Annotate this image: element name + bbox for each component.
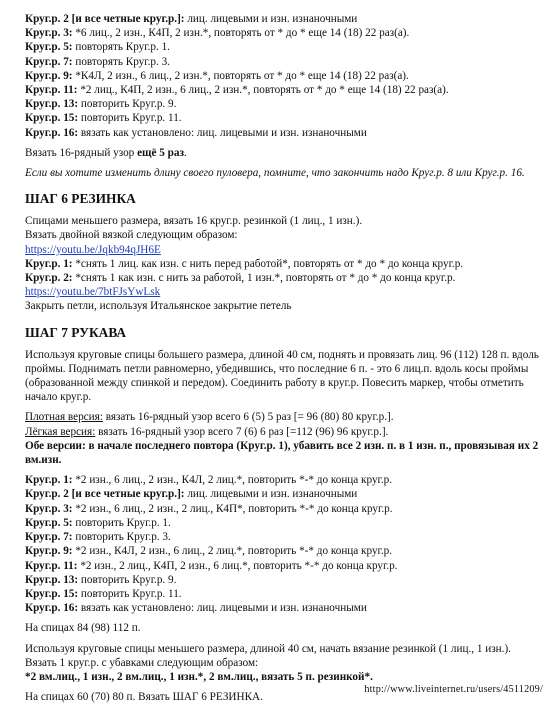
version-text: вязать 16-рядный узор всего 6 (5) 5 раз [= 96 (80) 80 круг.р.].	[102, 411, 394, 424]
round-label: Круг.р. 16:	[25, 126, 79, 139]
sleeve-round-15-line	[25, 587, 540, 601]
round-text: вязать как установлено: лиц. лицевыми и изн. изнаночными	[78, 602, 367, 615]
both-versions-note: Обе версии: в начале последнего повтора (Круг.р. 1), убавить все 2 изн. п. в 1 изн. п., провязывая их 2 вм.изн.	[25, 439, 539, 467]
step-7-heading: ШАГ 7 РУКАВА	[25, 324, 127, 340]
sleeve-round-16-line	[25, 601, 540, 615]
round-text: повторять Круг.р. 1.	[72, 41, 170, 54]
round-text: *2 изн., 6 лиц., 2 изн., 2 лиц., К4П*, повторить *-* до конца круг.р.	[72, 502, 393, 515]
repeat-dot: .	[183, 146, 187, 159]
round-text: лиц. лицевыми и изн. изнаночными	[184, 13, 358, 25]
rib-instruction: Спицами меньшего размера, вязать 16 круг.р. резинкой (1 лиц., 1 изн.).	[25, 215, 363, 228]
round-3-line	[25, 26, 540, 40]
light-version-line	[25, 425, 540, 439]
round-label: Круг.р. 2:	[25, 272, 73, 285]
sleeve-round-9-line	[25, 544, 540, 558]
round-text: *2 изн., 2 лиц., К4П, 2 изн., 6 лиц.*, повторить *-* до конца круг.р.	[77, 559, 398, 572]
bind-off-instruction: Закрыть петли, используя Итальянское закрытие петель	[25, 300, 292, 313]
video-link-1[interactable]: https://youtu.be/Jqkb94qJH6E	[25, 243, 161, 256]
sleeve-pickup-paragraph: Используя круговые спицы большего размера, длиной 40 см, поднять и провязать лиц. 96 (112) 128 п. вдоль проймы. Поднимать петли равномерно, убедившись, что последние 6 п. - это 6 лиц.п. вдоль косы проймы (образованной между спинкой и передом). Соединить работу в круг.р. Повесить маркер, чтобы отметить начало круг.р.	[25, 348, 539, 404]
source-url-footer: http://www.liveinternet.ru/users/4511209/	[364, 684, 543, 695]
sleeve-round-2-line	[25, 487, 540, 501]
round-text: *снять 1 лиц. как изн. с нить перед работой*, повторять от * до * до конца круг.р.	[72, 257, 464, 270]
length-note: Если вы хотите изменить длину своего пуловера, помните, что закончить надо Круг.р. 8 или Круг.р. 16.	[25, 167, 525, 180]
round-13-line	[25, 97, 540, 111]
round-text: *снять 1 как изн. с нить за работой, 1 изн.*, повторять от * до * до конца круг.р.	[72, 272, 456, 285]
sleeve-round-5-line	[25, 516, 540, 530]
round-5-line	[25, 40, 540, 54]
step-6-heading: ШАГ 6 РЕЗИНКА	[25, 191, 136, 207]
round-2-line	[25, 12, 540, 26]
round-9-line	[25, 69, 540, 83]
round-label: Круг.р. 13:	[25, 98, 79, 111]
round-16-line	[25, 126, 540, 140]
stitch-count-2: На спицах 60 (70) 80 п. Вязать ШАГ 6 РЕЗИНКА.	[25, 691, 263, 704]
repeat-count: ещё 5 раз	[137, 146, 184, 159]
round-15-line	[25, 111, 540, 125]
document-page	[25, 12, 540, 704]
decrease-instruction: Вязать 1 круг.р. с убавками следующим образом:	[25, 656, 259, 669]
round-text: повторить Круг.р. 1.	[72, 516, 171, 529]
round-text: повторить Круг.р. 11.	[78, 112, 182, 125]
round-label: Круг.р. 2 [и все четные круг.р.]:	[25, 13, 185, 25]
round-text: повторить Круг.р. 9.	[78, 573, 177, 586]
round-text: *К4Л, 2 изн., 6 лиц., 2 изн.*, повторять от * до * еще 14 (18) 22 раз(а).	[72, 69, 409, 82]
round-text: *2 лиц., К4П, 2 изн., 6 лиц., 2 изн.*, повторять от * до * еще 14 (18) 22 раз(а).	[77, 84, 449, 97]
round-text: повторить Круг.р. 3.	[72, 531, 171, 544]
double-knit-instruction: Вязать двойной вязкой следующим образом:	[25, 229, 238, 242]
dk-round-2-line	[25, 271, 540, 285]
round-label: Круг.р. 7:	[25, 531, 73, 544]
round-label: Круг.р. 11:	[25, 84, 78, 97]
repeat-instruction	[25, 146, 540, 160]
round-label: Круг.р. 15:	[25, 112, 79, 125]
stitch-count-1: На спицах 84 (98) 112 п.	[25, 622, 141, 635]
round-label: Круг.р. 2 [и все четные круг.р.]:	[25, 488, 185, 501]
round-text: *2 изн., 6 лиц., 2 изн., К4Л, 2 лиц.*, повторить *-* до конца круг.р.	[72, 474, 393, 487]
round-label: Круг.р. 1:	[25, 257, 73, 270]
dense-version-line	[25, 410, 540, 424]
sleeve-round-1-line	[25, 473, 540, 487]
round-text: повторять Круг.р. 3.	[72, 55, 170, 68]
sleeve-round-3-line	[25, 502, 540, 516]
sleeve-round-13-line	[25, 573, 540, 587]
round-label: Круг.р. 1:	[25, 474, 73, 487]
round-text: повторить Круг.р. 11.	[78, 587, 182, 600]
decrease-pattern: *2 вм.лиц., 1 изн., 2 вм.лиц., 1 изн.*, 2 вм.лиц., вязать 5 п. резинкой*.	[25, 670, 373, 683]
round-text: лиц. лицевыми и изн. изнаночными	[184, 488, 358, 501]
round-label: Круг.р. 16:	[25, 602, 79, 615]
round-text: *2 изн., К4Л, 2 изн., 6 лиц., 2 лиц.*, повторить *-* до конца круг.р.	[72, 545, 393, 558]
round-label: Круг.р. 3:	[25, 502, 73, 515]
round-label: Круг.р. 5:	[25, 516, 73, 529]
round-label: Круг.р. 15:	[25, 587, 79, 600]
video-link-2[interactable]: https://youtu.be/7btFJsYwLsk	[25, 286, 161, 299]
round-text: *6 лиц., 2 изн., К4П, 2 изн.*, повторять от * до * еще 14 (18) 22 раз(а).	[72, 27, 410, 40]
round-label: Круг.р. 9:	[25, 545, 73, 558]
round-label: Круг.р. 9:	[25, 69, 73, 82]
round-label: Круг.р. 7:	[25, 55, 73, 68]
version-text: вязать 16-рядный узор всего 7 (6) 6 раз [=112 (96) 96 круг.р.].	[95, 425, 389, 438]
version-label: Лёгкая версия:	[25, 425, 96, 438]
version-label: Плотная версия:	[25, 411, 103, 424]
round-label: Круг.р. 5:	[25, 41, 73, 54]
round-label: Круг.р. 3:	[25, 27, 73, 40]
spacer	[25, 314, 540, 324]
sleeve-round-7-line	[25, 530, 540, 544]
round-label: Круг.р. 11:	[25, 559, 78, 572]
spacer	[25, 180, 540, 190]
round-label: Круг.р. 13:	[25, 573, 79, 586]
dk-round-1-line	[25, 257, 540, 271]
round-11-line	[25, 83, 540, 97]
cuff-paragraph: Используя круговые спицы меньшего размера, длиной 40 см, начать вязание резинкой (1 лиц., 1 изн.).	[25, 642, 511, 655]
round-text: повторить Круг.р. 9.	[78, 98, 177, 111]
repeat-text: Вязать 16-рядный узор	[25, 146, 138, 159]
round-text: вязать как установлено: лиц. лицевыми и изн. изнаночными	[78, 126, 367, 139]
round-7-line	[25, 55, 540, 69]
sleeve-round-11-line	[25, 559, 540, 573]
